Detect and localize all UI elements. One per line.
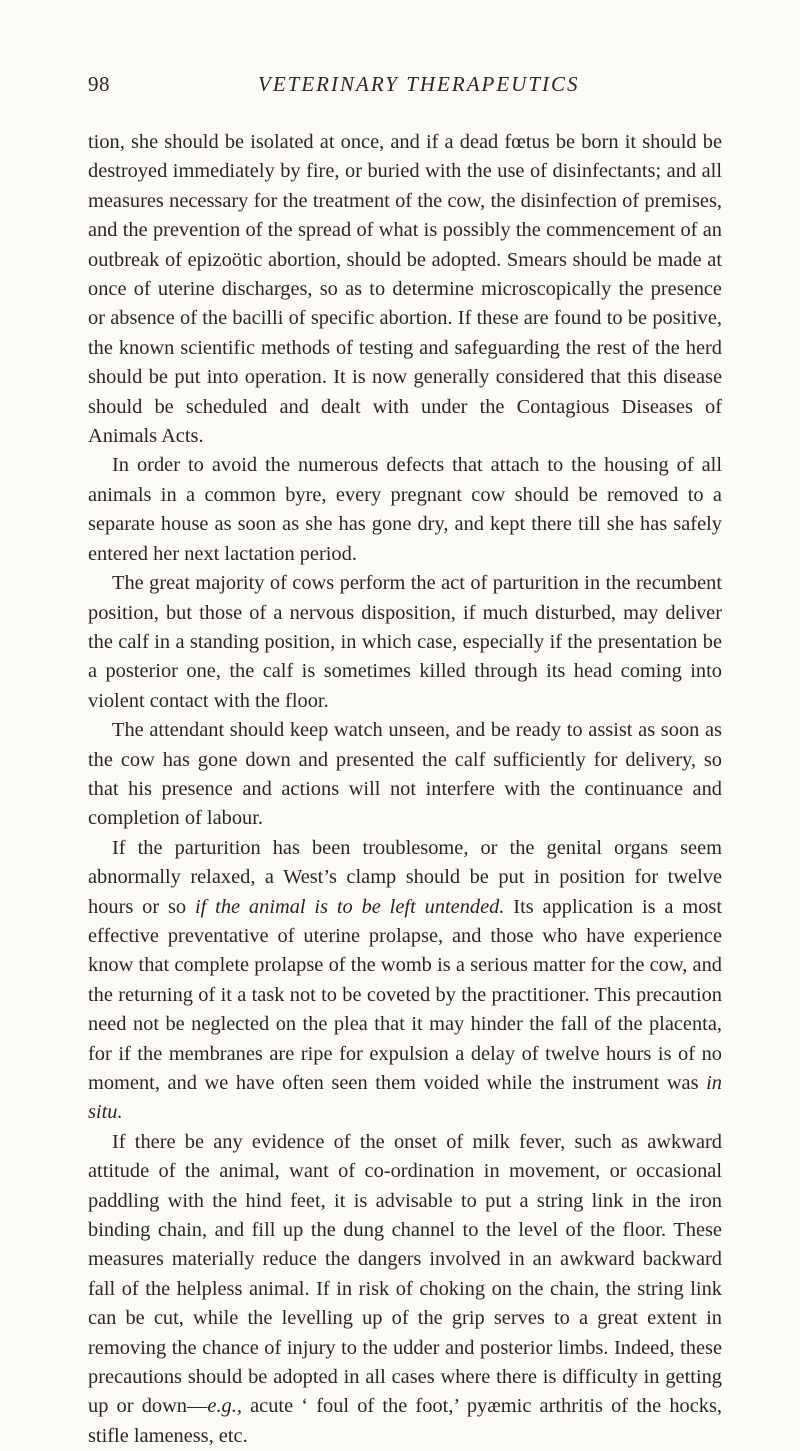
running-title: VETERINARY THERAPEUTICS: [258, 72, 580, 96]
paragraph-text: The attendant should keep watch unseen, and be ready to assist as soon as the cow has gone down and presented the calf sufficiently for delivery, so that his presence and actions will not interfere with the continuance and completion of labour.: [88, 719, 722, 830]
italic-phrase: e.g.,: [207, 1395, 242, 1418]
paragraph-attendant: [88, 716, 722, 834]
paragraph-text: acute ‘ foul of the foot,’ pyæmic arthritis of the hocks, stifle lameness, etc.: [88, 1395, 722, 1447]
page-number: 98: [88, 72, 110, 96]
paragraph-text: If the parturition has been troublesome, or the genital organs seem abnormally relaxed, a West’s clamp should be put in position for twelve hours or so: [88, 836, 722, 918]
body-text: [88, 128, 722, 1451]
italic-phrase: if the animal is to be left untended.: [194, 895, 505, 918]
paragraph-isolation: [88, 128, 722, 451]
paragraph-text: Its application is a most effective preventative of uterine prolapse, and those who have experience know that complete prolapse of the womb is a serious matter for the cow, and the returning of it a task not to be coveted by the practitioner. This precaution need not be neglected on the plea that it may hinder the fall of the placenta, for if the membranes are ripe for expulsion a delay of twelve hours is of no moment, and we have often seen them voided while the instrument was: [88, 895, 722, 1094]
running-head: [0, 72, 800, 112]
paragraph-text: tion, she should be isolated at once, and if a dead fœtus be born it should be destroyed immediately by fire, or buried with the use of disinfectants; and all measures necessary for the treatment of the cow, the disinfection of premises, and the prevention of the spread of what is possibly the commencement of an outbreak of epizoötic abortion, should be adopted. Smears should be made at once of uterine discharges, so as to determine microscopically the presence or absence of the bacilli of specific abortion. If these are found to be positive, the known scientific methods of testing and safeguarding the rest of the herd should be put into operation. It is now generally considered that this disease should be scheduled and dealt with under the Contagious Diseases of Animals Acts.: [88, 131, 722, 448]
paragraph-text: In order to avoid the numerous defects that attach to the housing of all animals in a common byre, every pregnant cow should be removed to a separate house as soon as she has gone dry, and kept there till she has safely entered her next lactation period.: [88, 454, 722, 565]
paragraph-text: The great majority of cows perform the act of parturition in the recumbent position, but those of a nervous disposition, if much disturbed, may deliver the calf in a standing position, in which case, especially if the presentation be a posterior one, the calf is sometimes killed through its head coming into violent contact with the floor.: [88, 572, 722, 712]
paragraph-milk-fever: [88, 1128, 722, 1451]
italic-phrase: in situ.: [88, 1072, 722, 1124]
paragraph-housing: [88, 451, 722, 569]
paragraph-wests-clamp: [88, 834, 722, 1128]
paragraph-text: If there be any evidence of the onset of milk fever, such as awkward attitude of the animal, want of co-ordination in movement, or occasional paddling with the hind feet, it is advisable to put a string link in the iron binding chain, and fill up the dung channel to the level of the floor. These measures materially reduce the dangers involved in an awkward backward fall of the helpless animal. If in risk of choking on the chain, the string link can be cut, while the levelling up of the grip serves to a great extent in removing the chance of injury to the udder and posterior limbs. Indeed, these precautions should be adopted in all cases where there is difficulty in getting up or down—: [88, 1130, 722, 1418]
paragraph-parturition-position: [88, 569, 722, 716]
